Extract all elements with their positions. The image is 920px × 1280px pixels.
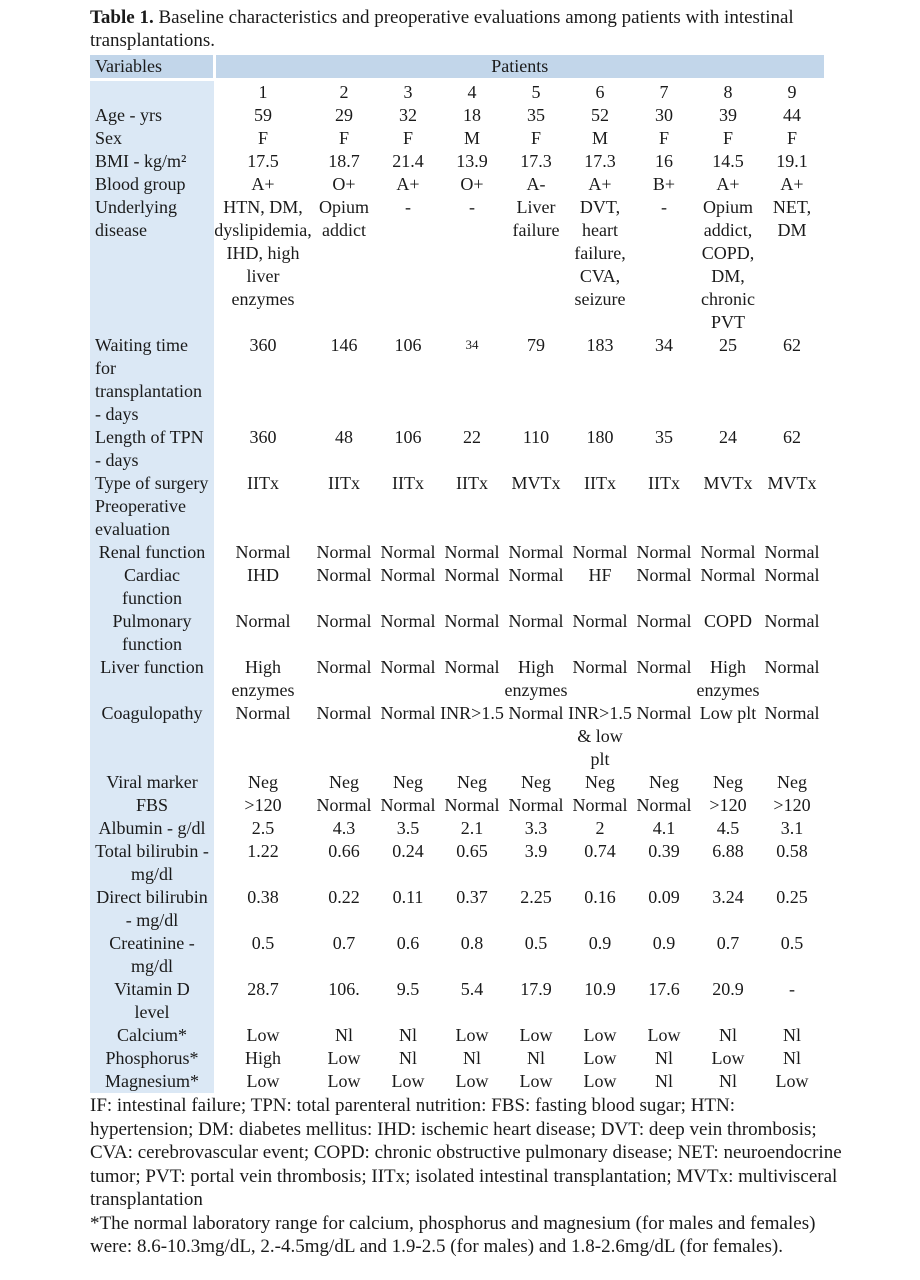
table-cell: 180	[586, 427, 614, 447]
table-cell: Nl	[399, 1025, 417, 1045]
table-cell: MVTx	[511, 473, 561, 493]
table-cell: 3.5	[396, 818, 420, 838]
footnote-line: IF: intestinal failure; TPN: total parenteral nutrition: FBS: fasting blood sugar; HTN:	[90, 1095, 736, 1116]
table-cell: Low	[455, 1025, 489, 1045]
table-cell: 44	[783, 105, 801, 125]
row-label: Length of TPN - days	[90, 426, 214, 472]
patient-number: 1	[258, 82, 268, 102]
table-cell: -	[789, 979, 795, 999]
row-label: Phosphorus*	[90, 1047, 214, 1070]
table-row	[90, 840, 824, 886]
table-cell: 52	[591, 105, 609, 125]
table-cell: 5.4	[460, 979, 484, 999]
patient-number: 5	[531, 82, 541, 102]
table-cell: 360	[249, 335, 277, 355]
row-label: Viral marker	[90, 771, 214, 794]
patient-number: 7	[659, 82, 669, 102]
table-cell: 22	[463, 427, 481, 447]
table-cell: Nl	[399, 1048, 417, 1068]
table-body	[90, 80, 824, 1094]
table-cell: Neg	[457, 772, 487, 792]
table-cell: Normal	[380, 565, 436, 585]
patient-numbers-row	[90, 80, 824, 105]
table-cell: A+	[588, 174, 612, 194]
table-cell: High	[245, 1048, 281, 1068]
table-cell: 18	[463, 105, 481, 125]
table-cell: 0.58	[776, 841, 808, 861]
table-cell: 20.9	[712, 979, 744, 999]
table-cell: Neg	[521, 772, 551, 792]
table-cell	[440, 495, 504, 541]
baseline-characteristics-table	[90, 55, 824, 1093]
table-cell: 39	[719, 105, 737, 125]
row-label: Preoperative evaluation	[90, 495, 214, 541]
table-cell: Normal	[636, 542, 692, 562]
row-label: Direct bilirubin - mg/dl	[90, 886, 214, 932]
table-cell: HF	[588, 565, 612, 585]
table-row	[90, 196, 824, 334]
table-cell: 4.5	[716, 818, 740, 838]
table-row	[90, 886, 824, 932]
table-cell: Normal	[316, 542, 372, 562]
table-cell	[376, 495, 440, 541]
table-cell: INR>1.5 & low plt	[568, 703, 632, 769]
table-cell: MVTx	[767, 473, 817, 493]
table-cell: 17.3	[584, 151, 616, 171]
table-cell: 17.5	[247, 151, 279, 171]
table-cell: Neg	[649, 772, 679, 792]
table-caption-label: Table 1.	[90, 7, 154, 28]
table-cell: IHD	[247, 565, 279, 585]
table-cell	[632, 495, 696, 541]
table-row	[90, 978, 824, 1024]
table-cell: M	[463, 128, 480, 148]
table-cell: 2	[595, 818, 605, 838]
table-cell: 0.5	[780, 933, 804, 953]
table-cell: 18.7	[328, 151, 360, 171]
table-cell: Normal	[444, 795, 500, 815]
table-cell: O+	[332, 174, 356, 194]
table-cell: 0.9	[652, 933, 676, 953]
table-cell: Opium addict	[318, 197, 369, 240]
row-label	[90, 80, 214, 105]
patient-number: 4	[467, 82, 477, 102]
table-cell: Nl	[719, 1071, 737, 1091]
table-cell: 0.22	[328, 887, 360, 907]
table-cell: Neg	[393, 772, 423, 792]
row-label: Magnesium*	[90, 1070, 214, 1093]
row-label: Blood group	[90, 173, 214, 196]
table-cell: Nl	[335, 1025, 353, 1045]
table-cell: 19.1	[776, 151, 808, 171]
table-cell: Normal	[636, 565, 692, 585]
table-cell: A+	[780, 174, 804, 194]
table-cell: 35	[527, 105, 545, 125]
table-cell: 0.24	[392, 841, 424, 861]
table-cell: -	[661, 197, 667, 217]
table-cell: -	[405, 197, 411, 217]
table-cell: >120	[244, 795, 282, 815]
row-label: BMI - kg/m²	[90, 150, 214, 173]
table-cell: A-	[526, 174, 546, 194]
table-cell: High enzymes	[504, 657, 568, 700]
row-label: Renal function	[90, 541, 214, 564]
table-cell	[312, 495, 376, 541]
table-row	[90, 426, 824, 472]
table-cell: High enzymes	[696, 657, 760, 700]
footnote-line: *The normal laboratory range for calcium, phosphorus and magnesium (for males and females)	[90, 1212, 816, 1234]
table-cell: Normal	[380, 795, 436, 815]
table-cell: 17.9	[520, 979, 552, 999]
table-row	[90, 1024, 824, 1047]
table-cell: 34	[655, 335, 673, 355]
table-cell: 32	[399, 105, 417, 125]
table-cell: 10.9	[584, 979, 616, 999]
table-cell: 0.9	[588, 933, 612, 953]
table-cell: Normal	[572, 611, 628, 631]
table-cell: Low	[519, 1025, 553, 1045]
table-cell: 59	[254, 105, 272, 125]
table-cell: >120	[773, 795, 811, 815]
table-cell: 0.7	[332, 933, 356, 953]
table-cell: Liver failure	[512, 197, 560, 240]
table-cell: Normal	[636, 795, 692, 815]
footnote-line: tumor; PVT: portal vein thrombosis; IITx; isolated intestinal transplantation; MVTx: multivisceral	[90, 1165, 838, 1187]
table-cell: 62	[783, 335, 801, 355]
table-cell: 4.1	[652, 818, 676, 838]
table-cell: HTN, DM, dyslipidemia, IHD, high liver enzymes	[214, 197, 312, 309]
table-row	[90, 541, 824, 564]
table-cell: B+	[652, 174, 676, 194]
row-label: Sex	[90, 127, 214, 150]
table-cell: Normal	[235, 703, 291, 723]
table-cell: IITx	[584, 473, 616, 493]
row-label: Albumin - g/dl	[90, 817, 214, 840]
table-cell: O+	[460, 174, 484, 194]
table-cell: F	[786, 128, 797, 148]
table-cell	[568, 495, 632, 541]
table-cell: Normal	[508, 703, 564, 723]
table-cell: Normal	[444, 565, 500, 585]
table-cell: Normal	[235, 542, 291, 562]
table-cell: 13.9	[456, 151, 488, 171]
table-cell: Normal	[316, 611, 372, 631]
table-cell: Low	[519, 1071, 553, 1091]
table-caption	[90, 6, 832, 52]
row-label: Type of surgery	[90, 472, 214, 495]
table-cell: Normal	[572, 657, 628, 677]
table-cell: 62	[783, 427, 801, 447]
table-cell: F	[257, 128, 268, 148]
row-label: Total bilirubin - mg/dl	[90, 840, 214, 886]
table-cell: Normal	[636, 611, 692, 631]
footnote-line: hypertension; DM: diabetes mellitus: IHD: ischemic heart disease; DVT: deep vein thrombosis;	[90, 1118, 817, 1140]
table-cell: 79	[527, 335, 545, 355]
row-label: FBS	[90, 794, 214, 817]
table-header-row	[90, 55, 824, 80]
table-cell: 0.5	[251, 933, 275, 953]
table-cell: Low plt	[699, 703, 757, 723]
table-cell: F	[722, 128, 733, 148]
table-cell: 35	[655, 427, 673, 447]
variables-header: Variables	[90, 55, 214, 80]
table-cell: 17.3	[520, 151, 552, 171]
table-cell: F	[530, 128, 541, 148]
table-cell: Low	[327, 1048, 361, 1068]
table-cell: Normal	[316, 657, 372, 677]
row-label: Waiting time for transplantation - days	[90, 334, 214, 426]
table-row	[90, 817, 824, 840]
patient-number: 3	[403, 82, 413, 102]
table-cell: Normal	[444, 657, 500, 677]
patient-number: 9	[787, 82, 797, 102]
table-cell: A+	[396, 174, 420, 194]
table-cell: IITx	[247, 473, 279, 493]
normal-range-note	[90, 1212, 832, 1259]
table-cell: Normal	[508, 542, 564, 562]
footnote-line: CVA: cerebrovascular event; COPD: chronic obstructive pulmonary disease; NET: neuroendocrine	[90, 1142, 842, 1163]
table-cell: 6.88	[712, 841, 744, 861]
row-label: Liver function	[90, 656, 214, 702]
table-row	[90, 104, 824, 127]
table-cell: 0.16	[584, 887, 616, 907]
table-cell: Low	[775, 1071, 809, 1091]
row-label: Underlying disease	[90, 196, 214, 334]
table-cell: 0.6	[396, 933, 420, 953]
table-cell: NET, DM	[772, 197, 812, 240]
table-row	[90, 495, 824, 541]
table-cell: 14.5	[712, 151, 744, 171]
table-cell: Normal	[508, 565, 564, 585]
table-cell: Low	[455, 1071, 489, 1091]
table-cell: >120	[709, 795, 747, 815]
table-cell: 0.38	[247, 887, 279, 907]
table-cell: Normal	[636, 703, 692, 723]
table-cell: 2.25	[520, 887, 552, 907]
row-label: Cardiac function	[90, 564, 214, 610]
table-cell	[504, 495, 568, 541]
table-cell: F	[658, 128, 669, 148]
table-cell: 48	[335, 427, 353, 447]
table-cell: 3.24	[712, 887, 744, 907]
table-row	[90, 771, 824, 794]
table-cell: Normal	[380, 611, 436, 631]
table-cell: 29	[335, 105, 353, 125]
footnote-line: were: 8.6-10.3mg/dL, 2.-4.5mg/dL and 1.9-2.5 (for males) and 1.8-2.6mg/dL (for females).	[90, 1236, 783, 1257]
table-cell: Normal	[764, 703, 820, 723]
table-cell: Nl	[655, 1071, 673, 1091]
table-cell: 24	[719, 427, 737, 447]
row-label: Vitamin D level	[90, 978, 214, 1024]
table-row	[90, 656, 824, 702]
row-label: Age - yrs	[90, 104, 214, 127]
table-cell: Neg	[713, 772, 743, 792]
table-cell: Normal	[444, 542, 500, 562]
table-cell	[214, 495, 312, 541]
table-cell: Low	[246, 1071, 280, 1091]
table-cell: -	[469, 197, 475, 217]
table-cell: 2.5	[251, 818, 275, 838]
table-cell: 0.8	[460, 933, 484, 953]
table-cell: 360	[249, 427, 277, 447]
table-cell: DVT, heart failure, CVA, seizure	[574, 197, 626, 309]
table-row	[90, 702, 824, 771]
table-cell: Nl	[783, 1025, 801, 1045]
table-cell: 2.1	[460, 818, 484, 838]
table-cell: Low	[583, 1071, 617, 1091]
table-cell: Normal	[316, 565, 372, 585]
table-row	[90, 1047, 824, 1070]
table-cell: F	[338, 128, 349, 148]
abbreviations-note	[90, 1094, 842, 1212]
table-cell: 0.7	[716, 933, 740, 953]
table-cell: Nl	[783, 1048, 801, 1068]
table-cell: 0.25	[776, 887, 808, 907]
table-cell: Normal	[508, 795, 564, 815]
table-cell: 110	[522, 427, 550, 447]
table-cell: Neg	[329, 772, 359, 792]
table-cell: Nl	[655, 1048, 673, 1068]
table-cell: A+	[251, 174, 275, 194]
table-cell: 0.5	[524, 933, 548, 953]
table-cell: 17.6	[648, 979, 680, 999]
table-cell: 16	[655, 151, 673, 171]
table-cell	[760, 495, 824, 541]
table-cell: Normal	[380, 703, 436, 723]
table-cell: Opium addict, COPD, DM, chronic PVT	[701, 197, 755, 332]
table-cell: F	[402, 128, 413, 148]
table-cell: 0.11	[392, 887, 424, 907]
table-row	[90, 150, 824, 173]
table-cell: Nl	[719, 1025, 737, 1045]
table-cell: Normal	[316, 703, 372, 723]
row-label: Creatinine - mg/dl	[90, 932, 214, 978]
row-label: Pulmonary function	[90, 610, 214, 656]
patients-header: Patients	[214, 55, 824, 80]
table-row	[90, 932, 824, 978]
table-cell: 25	[719, 335, 737, 355]
table-cell: 0.39	[648, 841, 680, 861]
table-cell: Normal	[700, 542, 756, 562]
table-cell: 4.3	[332, 818, 356, 838]
table-cell: 0.74	[584, 841, 616, 861]
table-cell: 0.09	[648, 887, 680, 907]
table-cell: 3.1	[780, 818, 804, 838]
patient-number: 2	[339, 82, 349, 102]
table-cell: Low	[583, 1025, 617, 1045]
footnotes	[90, 1094, 842, 1259]
table-cell: 9.5	[396, 979, 420, 999]
table-cell: Nl	[527, 1048, 545, 1068]
table-cell: 21.4	[392, 151, 424, 171]
table-row	[90, 794, 824, 817]
table-cell: Low	[246, 1025, 280, 1045]
table-cell: Low	[583, 1048, 617, 1068]
table-cell-small-text: 34	[465, 337, 479, 352]
table-cell: Nl	[463, 1048, 481, 1068]
table-cell	[696, 495, 760, 541]
table-cell: 0.66	[328, 841, 360, 861]
table-cell: 106	[394, 335, 422, 355]
table-cell: 146	[330, 335, 358, 355]
table-row	[90, 334, 824, 426]
table-row	[90, 472, 824, 495]
table-cell	[440, 334, 504, 426]
table-cell: Normal	[572, 542, 628, 562]
table-row	[90, 610, 824, 656]
table-cell: Normal	[700, 565, 756, 585]
table-cell: Neg	[248, 772, 278, 792]
table-cell: Neg	[777, 772, 807, 792]
footnote-line: transplantation	[90, 1189, 203, 1210]
table-row	[90, 564, 824, 610]
table-caption-text: Baseline characteristics and preoperative evaluations among patients with intestinal transplantations.	[90, 7, 794, 51]
table-cell: M	[591, 128, 608, 148]
table-cell: COPD	[703, 611, 752, 631]
table-cell: Neg	[585, 772, 615, 792]
table-cell: Normal	[636, 657, 692, 677]
table-cell: 0.65	[456, 841, 488, 861]
row-label: Calcium*	[90, 1024, 214, 1047]
table-cell: Normal	[508, 611, 564, 631]
patient-number: 8	[723, 82, 733, 102]
table-cell: Low	[711, 1048, 745, 1068]
table-cell: INR>1.5	[440, 703, 504, 723]
table-cell: Normal	[764, 657, 820, 677]
table-cell: Normal	[380, 657, 436, 677]
table-cell: IITx	[392, 473, 424, 493]
table-cell: IITx	[456, 473, 488, 493]
table-cell: 3.9	[524, 841, 548, 861]
table-row	[90, 127, 824, 150]
table-cell: Normal	[380, 542, 436, 562]
table-cell: 1.22	[247, 841, 279, 861]
table-row	[90, 1070, 824, 1093]
table-cell: Normal	[316, 795, 372, 815]
table-cell: 106	[394, 427, 422, 447]
table-cell: Normal	[764, 565, 820, 585]
table-cell: 30	[655, 105, 673, 125]
table-cell: IITx	[648, 473, 680, 493]
table-cell: MVTx	[703, 473, 753, 493]
table-cell: Normal	[764, 611, 820, 631]
table-cell: 3.3	[524, 818, 548, 838]
patient-number: 6	[595, 82, 605, 102]
table-cell: 0.37	[456, 887, 488, 907]
table-cell: Normal	[764, 542, 820, 562]
table-cell: Low	[647, 1025, 681, 1045]
table-cell: High enzymes	[231, 657, 295, 700]
table-row	[90, 173, 824, 196]
table-cell: 28.7	[247, 979, 279, 999]
table-cell: 106.	[328, 979, 360, 999]
table-cell: Low	[327, 1071, 361, 1091]
table-cell: Low	[391, 1071, 425, 1091]
table-cell: A+	[716, 174, 740, 194]
table-cell: Normal	[572, 795, 628, 815]
table-cell: IITx	[328, 473, 360, 493]
row-label: Coagulopathy	[90, 702, 214, 771]
table-cell: Normal	[444, 611, 500, 631]
table-cell: 183	[586, 335, 614, 355]
table-cell: Normal	[235, 611, 291, 631]
